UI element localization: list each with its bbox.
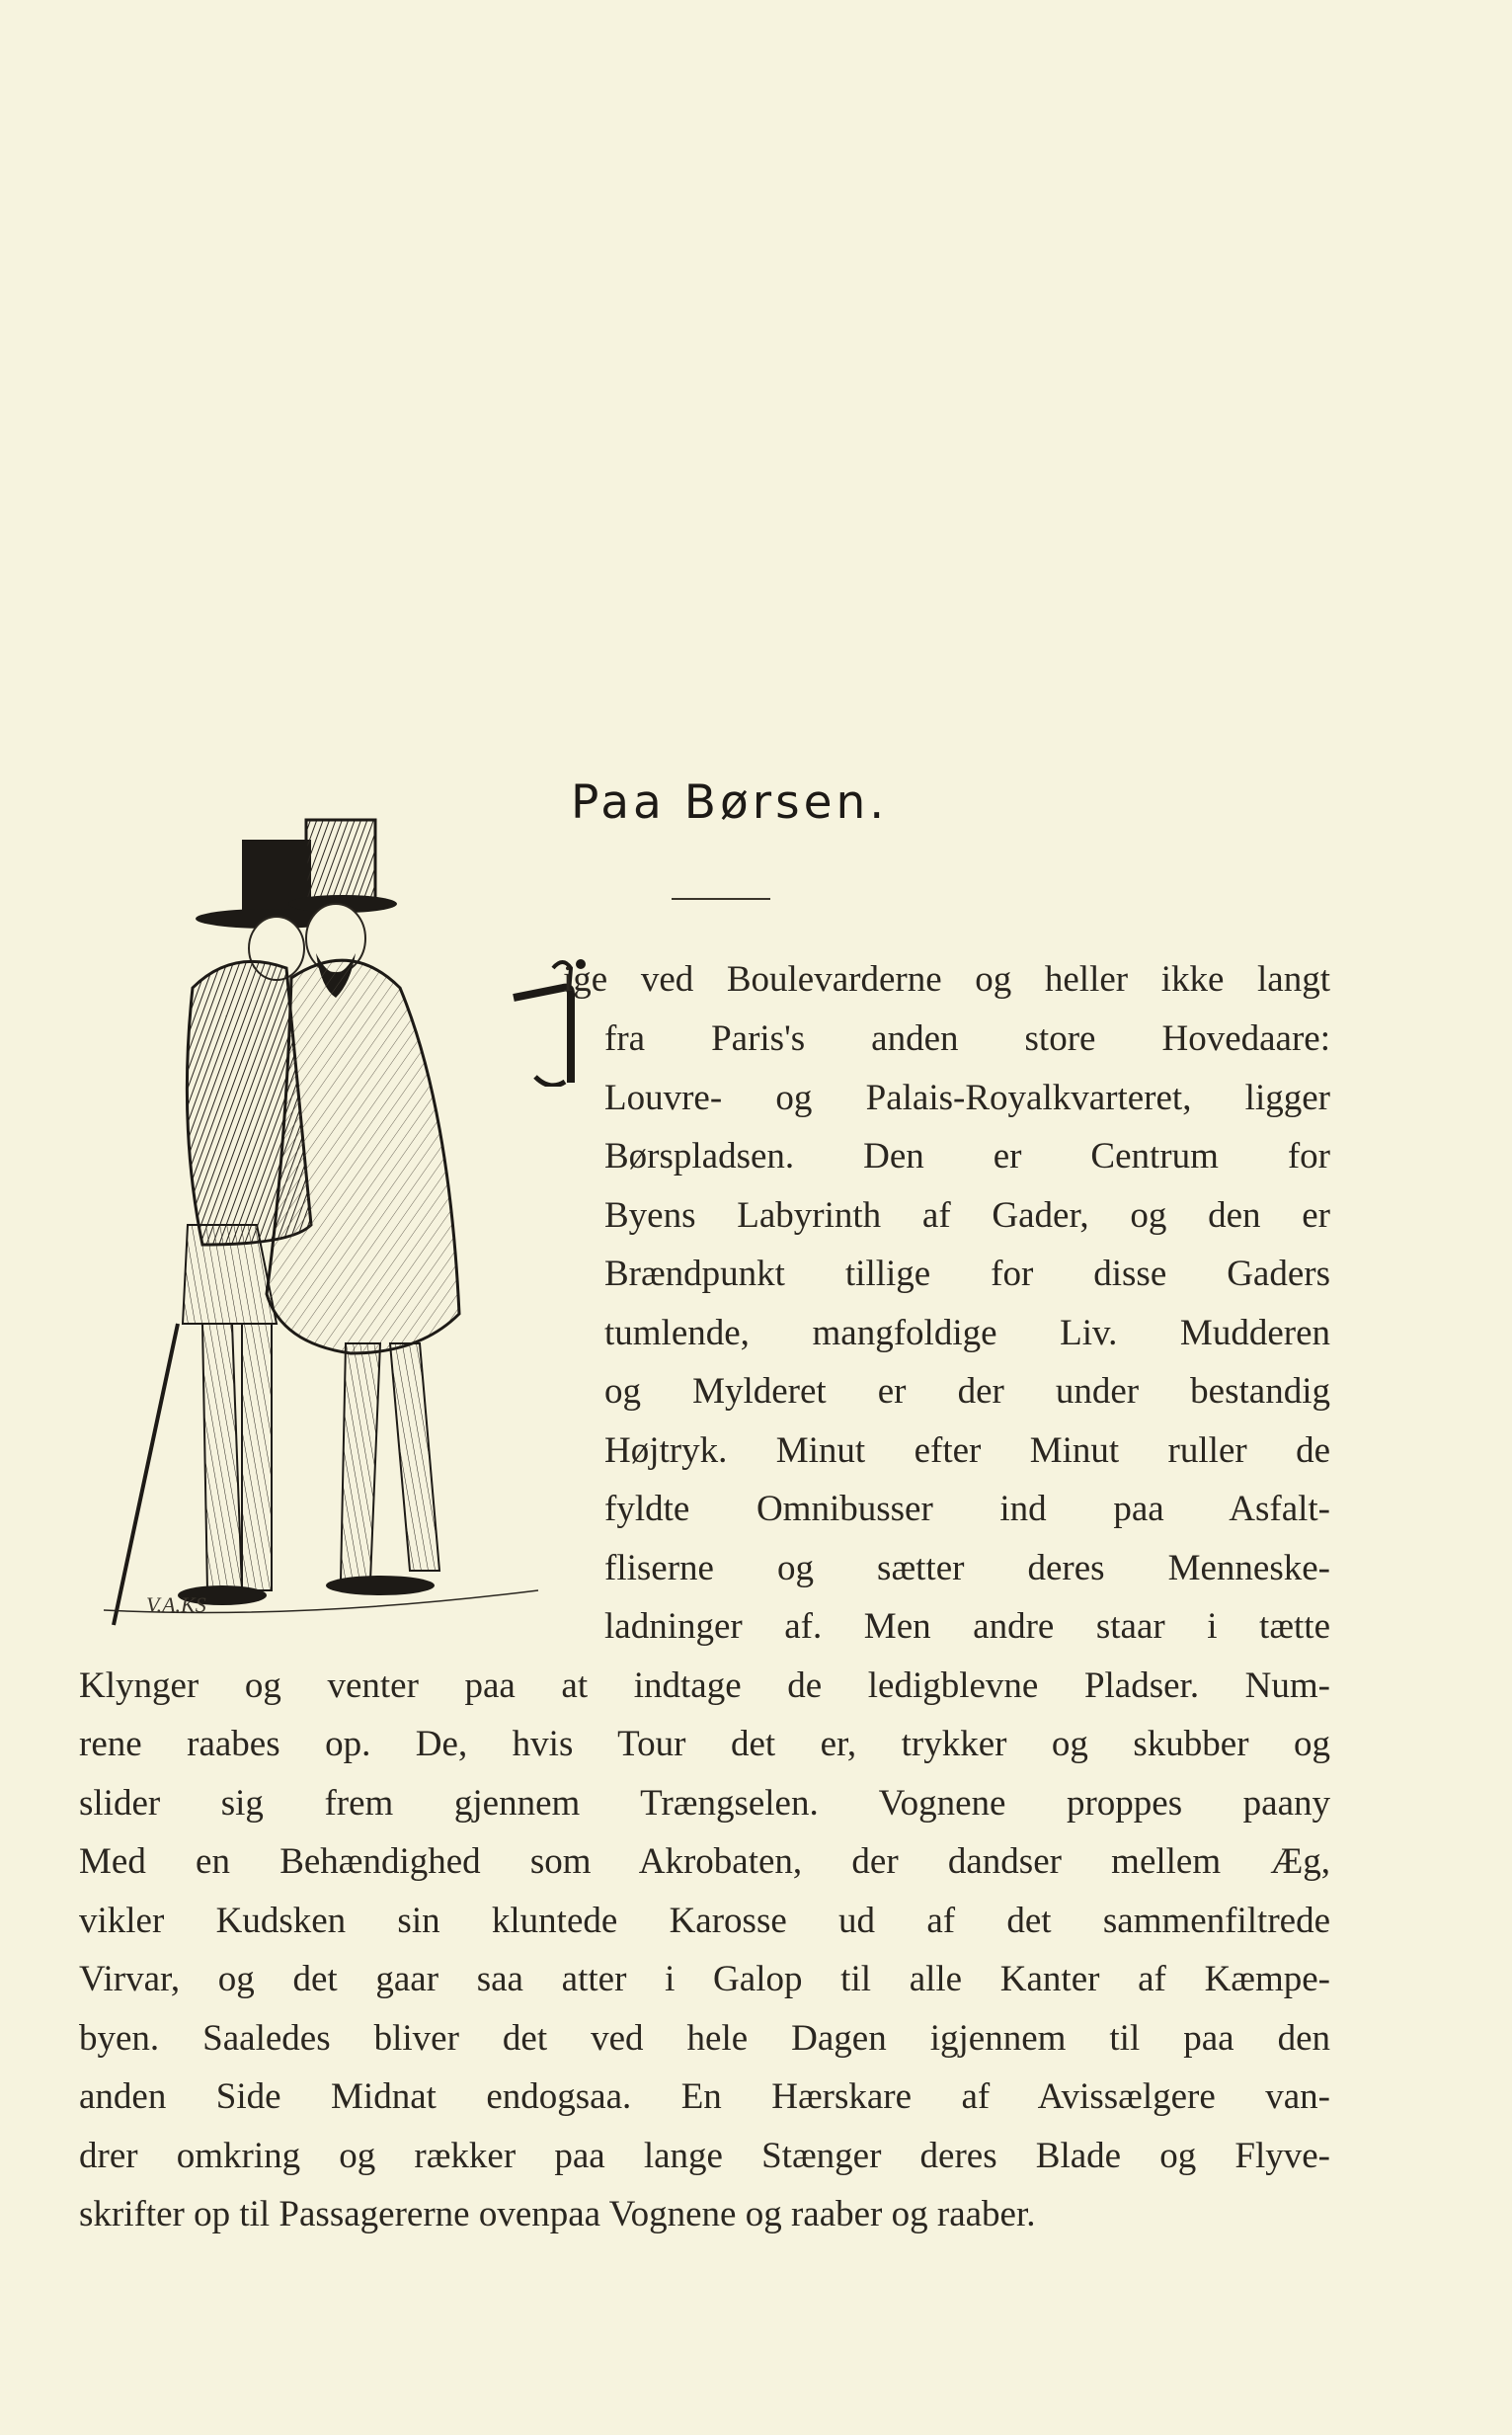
- text-line: Brændpunkt tillige for disse Gaders: [604, 1254, 1330, 1294]
- text-line: og Mylderet er der under bestandig: [604, 1371, 1330, 1412]
- text-line: byen. Saaledes bliver det ved hele Dagen igjennem til paa den: [79, 2018, 1330, 2059]
- text-line: fliserne og sætter deres Menneske-: [604, 1548, 1330, 1588]
- text-line: fyldte Omnibusser ind paa Asfalt-: [604, 1489, 1330, 1529]
- text-line: slider sig frem gjennem Trængselen. Vognene proppes paany: [79, 1783, 1330, 1824]
- text-line: anden Side Midnat endogsaa. En Hærskare af Avissælgere van-: [79, 2076, 1330, 2117]
- text-line: ladninger af. Men andre staar i tætte: [604, 1606, 1330, 1647]
- text-line: Børspladsen. Den er Centrum for: [604, 1136, 1330, 1177]
- text-line: fra Paris's anden store Hovedaare:: [604, 1018, 1330, 1059]
- text-line: drer omkring og rækker paa lange Stænger deres Blade og Flyve-: [79, 2136, 1330, 2176]
- text-line: Louvre- og Palais-Royalkvarteret, ligger: [604, 1078, 1330, 1118]
- title-divider: [672, 898, 770, 900]
- chapter-title: Paa Børsen.: [571, 775, 889, 830]
- text-line: rene raabes op. De, hvis Tour det er, trykker og skubber og: [79, 1724, 1330, 1764]
- two-gentlemen-illustration: [94, 790, 558, 1640]
- text-line: Højtryk. Minut efter Minut ruller de: [604, 1430, 1330, 1471]
- text-line: Byens Labyrinth af Gader, og den er: [604, 1195, 1330, 1236]
- text-line: Virvar, og det gaar saa atter i Galop til alle Kanter af Kæmpe-: [79, 1959, 1330, 1999]
- text-line: skrifter op til Passagererne ovenpaa Vognene og raaber og raaber.: [79, 2194, 1036, 2234]
- text-line: ige ved Boulevarderne og heller ikke langt: [563, 959, 1330, 1000]
- text-line: Med en Behændighed som Akrobaten, der dandser mellem Æg,: [79, 1841, 1330, 1882]
- artist-signature: V.A.KS: [146, 1592, 206, 1617]
- text-line: tumlende, mangfoldige Liv. Mudderen: [604, 1313, 1330, 1353]
- text-line: vikler Kudsken sin kluntede Karosse ud af det sammenfiltrede: [79, 1901, 1330, 1941]
- text-line: Klynger og venter paa at indtage de ledigblevne Pladser. Num-: [79, 1665, 1330, 1706]
